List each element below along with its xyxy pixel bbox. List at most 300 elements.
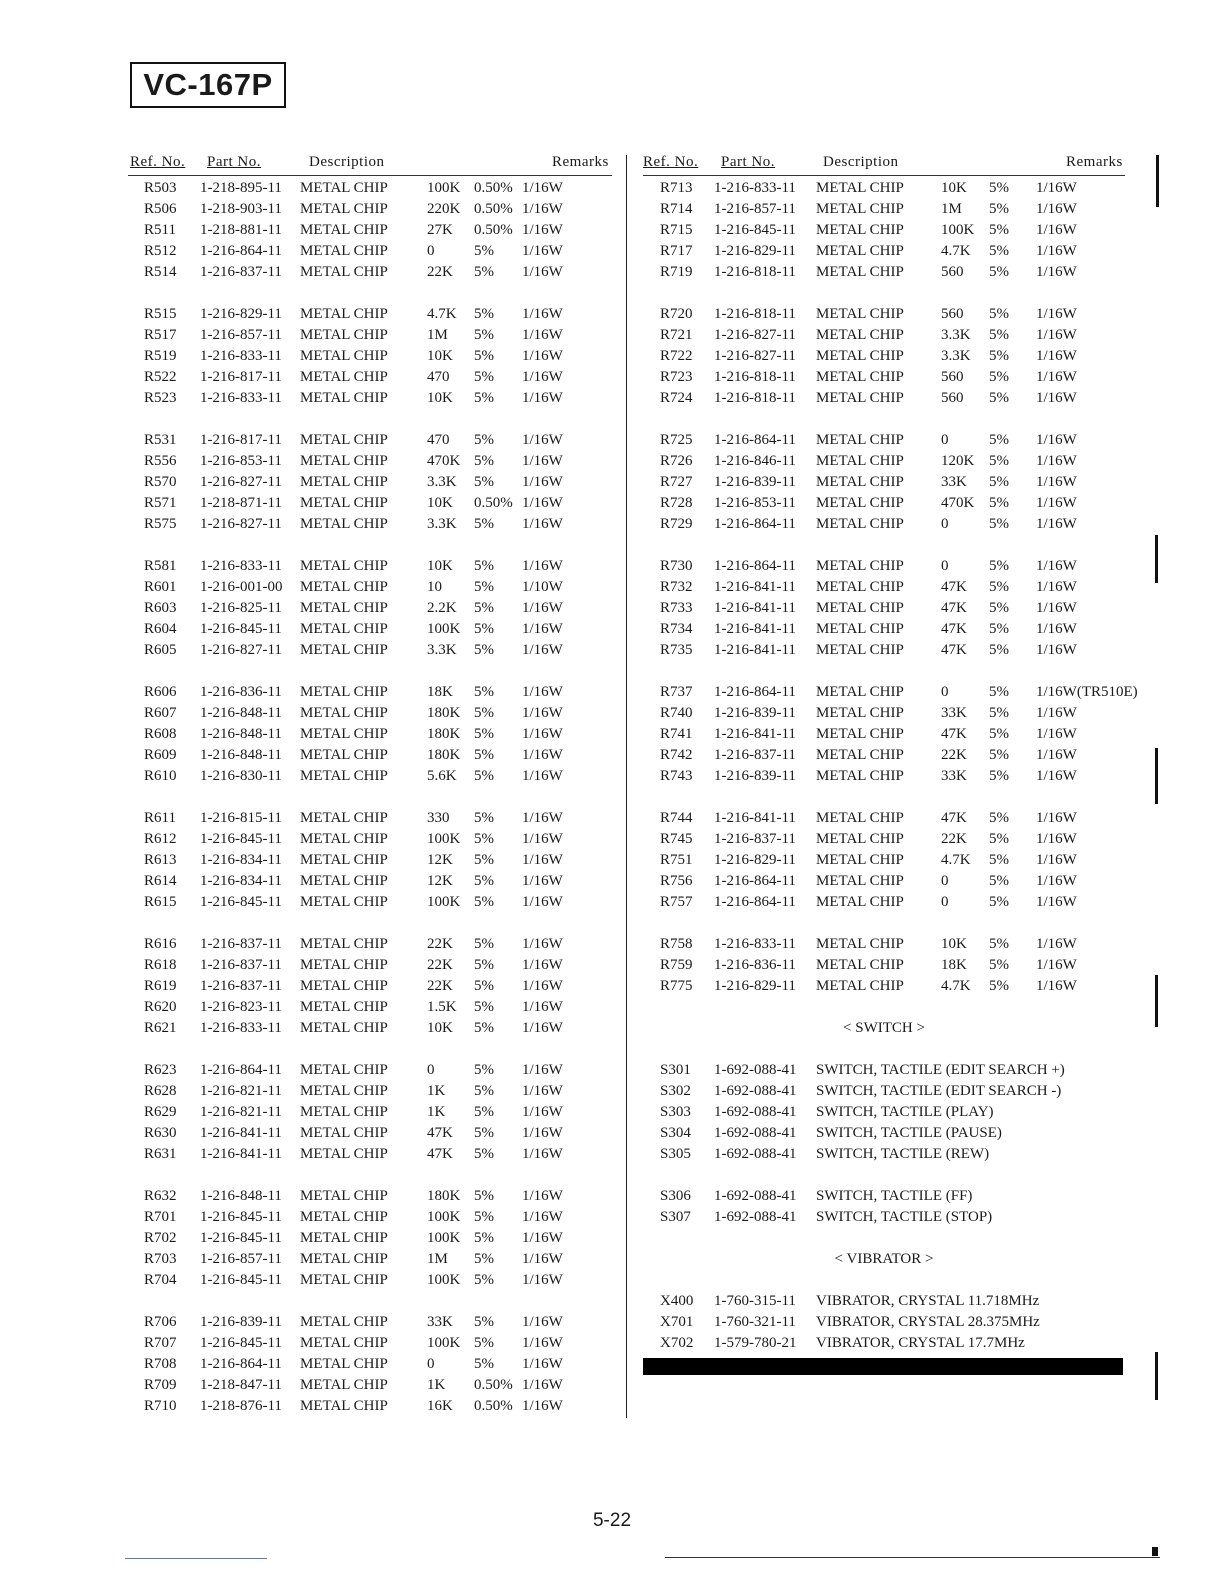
cell-val: 27K	[427, 222, 453, 238]
cell-ref: R726	[660, 453, 693, 469]
cell-ref: R737	[660, 684, 693, 700]
cell-ref: S306	[660, 1188, 691, 1204]
table-row	[128, 1081, 612, 1102]
cell-desc: METAL CHIP	[816, 474, 904, 490]
cell-desc: METAL CHIP	[300, 747, 388, 763]
cell-rem: 1/16W	[1036, 579, 1077, 595]
cell-part: 1-216-001-00	[200, 579, 283, 595]
cell-val: 47K	[427, 1125, 453, 1141]
cell-val: 10K	[427, 348, 453, 364]
cell-desc: METAL CHIP	[816, 726, 904, 742]
cell-tol: 5%	[474, 516, 494, 532]
table-row	[128, 1228, 612, 1249]
cell-tol: 5%	[989, 705, 1009, 721]
cell-rem: 1/16W	[1036, 180, 1077, 196]
cell-ref: R741	[660, 726, 693, 742]
cell-tol: 5%	[989, 390, 1009, 406]
cell-ref: S307	[660, 1209, 691, 1225]
cell-ref: R704	[144, 1272, 177, 1288]
cell-tol: 5%	[989, 957, 1009, 973]
cell-ref: R714	[660, 201, 693, 217]
cell-ref: R522	[144, 369, 177, 385]
cell-val: 100K	[427, 1230, 461, 1246]
header-part-no: Part No.	[207, 154, 261, 170]
cell-tol: 5%	[989, 642, 1009, 658]
cell-ref: R734	[660, 621, 693, 637]
cell-ref: R757	[660, 894, 693, 910]
cell-part: 1-216-839-11	[714, 474, 796, 490]
cell-rem: 1/16W	[522, 1230, 563, 1246]
cell-tol: 5%	[474, 1251, 494, 1267]
cell-rem: 1/16W	[522, 558, 563, 574]
cell-val: 470	[427, 432, 450, 448]
cell-rem: 1/16W	[522, 390, 563, 406]
table-row	[643, 829, 1125, 850]
cell-val: 100K	[941, 222, 975, 238]
cell-part: 1-216-848-11	[200, 705, 282, 721]
cell-part: 1-216-818-11	[714, 390, 796, 406]
cell-ref: R722	[660, 348, 693, 364]
table-row	[643, 241, 1125, 262]
cell-part: 1-692-088-41	[714, 1125, 797, 1141]
group-spacer	[128, 1039, 612, 1060]
cell-rem: 1/16W	[522, 1146, 563, 1162]
cell-tol: 5%	[474, 747, 494, 763]
table-row	[643, 367, 1125, 388]
table-row	[128, 1354, 612, 1375]
table-row	[128, 829, 612, 850]
table-row	[128, 682, 612, 703]
table-row	[128, 178, 612, 199]
cell-rem: 1/16W	[1036, 432, 1077, 448]
cell-ref: R727	[660, 474, 693, 490]
cell-desc: METAL CHIP	[300, 621, 388, 637]
cell-rem: 1/16W	[1036, 369, 1077, 385]
cell-ref: R614	[144, 873, 177, 889]
table-row	[128, 997, 612, 1018]
cell-ref: R725	[660, 432, 693, 448]
cell-val: 47K	[427, 1146, 453, 1162]
cell-ref: R610	[144, 768, 177, 784]
cell-desc: METAL CHIP	[300, 516, 388, 532]
table-row	[643, 430, 1125, 451]
cell-part: 1-216-837-11	[200, 978, 282, 994]
cell-rem: 1/16W	[522, 1020, 563, 1036]
cell-rem: 1/16W	[522, 726, 563, 742]
table-row	[128, 955, 612, 976]
cell-ref: R503	[144, 180, 177, 196]
cell-rem: 1/16W	[522, 1188, 563, 1204]
cell-rem: 1/16W	[522, 1335, 563, 1351]
cell-ref: R605	[144, 642, 177, 658]
cell-ref: R571	[144, 495, 177, 511]
cell-tol: 5%	[989, 243, 1009, 259]
cell-tol: 5%	[474, 957, 494, 973]
cell-part: 1-216-845-11	[200, 1335, 282, 1351]
cell-val: 3.3K	[427, 642, 457, 658]
cell-rem: 1/16W	[522, 243, 563, 259]
cell-part: 1-216-864-11	[714, 558, 796, 574]
cell-desc: METAL CHIP	[300, 1188, 388, 1204]
cell-ref: R758	[660, 936, 693, 952]
cell-desc: METAL CHIP	[300, 306, 388, 322]
cell-part: 1-216-845-11	[200, 1230, 282, 1246]
cell-val: 470	[427, 369, 450, 385]
cell-val: 22K	[427, 978, 453, 994]
cell-rem: 1/16W	[1036, 243, 1077, 259]
cell-desc: METAL CHIP	[300, 222, 388, 238]
cell-part: 1-216-837-11	[200, 957, 282, 973]
cell-ref: R724	[660, 390, 693, 406]
cell-desc: METAL CHIP	[816, 957, 904, 973]
cell-desc: METAL CHIP	[300, 957, 388, 973]
cell-rem: 1/16W	[522, 306, 563, 322]
table-row	[643, 304, 1125, 325]
cell-tol: 5%	[989, 579, 1009, 595]
cell-rem: 1/16W	[522, 684, 563, 700]
cell-part: 1-216-833-11	[200, 390, 282, 406]
cell-val: 22K	[941, 831, 967, 847]
cell-tol: 0.50%	[474, 1398, 513, 1414]
cell-desc: METAL CHIP	[300, 558, 388, 574]
table-row	[643, 724, 1125, 745]
cell-val: 0	[941, 873, 949, 889]
cell-desc: METAL CHIP	[300, 1020, 388, 1036]
table-row	[128, 367, 612, 388]
cell-tol: 5%	[989, 621, 1009, 637]
table-row	[128, 493, 612, 514]
cell-rem: 1/16W	[1036, 558, 1077, 574]
cell-tol: 5%	[474, 474, 494, 490]
cell-desc: METAL CHIP	[816, 327, 904, 343]
group-spacer	[128, 661, 612, 682]
table-row	[128, 1018, 612, 1039]
cell-val: 1K	[427, 1104, 446, 1120]
table-row	[128, 1102, 612, 1123]
cell-desc: SWITCH, TACTILE (FF)	[816, 1188, 973, 1204]
cell-part: 1-216-839-11	[200, 1314, 282, 1330]
cell-part: 1-760-315-11	[714, 1293, 796, 1309]
cell-rem: 1/16W	[522, 1209, 563, 1225]
group-spacer	[643, 661, 1125, 682]
cell-desc: METAL CHIP	[816, 432, 904, 448]
cell-desc: METAL CHIP	[300, 180, 388, 196]
cell-val: 10	[427, 579, 442, 595]
cell-part: 1-692-088-41	[714, 1146, 797, 1162]
cell-desc: METAL CHIP	[816, 558, 904, 574]
cell-tol: 5%	[474, 999, 494, 1015]
model-title: VC-167P	[130, 62, 286, 108]
cell-desc: METAL CHIP	[300, 348, 388, 364]
scan-edge-mark	[1155, 748, 1158, 804]
cell-desc: METAL CHIP	[816, 348, 904, 364]
cell-rem: 1/16W	[522, 747, 563, 763]
table-row	[643, 682, 1138, 703]
cell-rem: 1/16W	[522, 327, 563, 343]
cell-ref: R514	[144, 264, 177, 280]
cell-part: 1-216-841-11	[714, 810, 796, 826]
cell-ref: S305	[660, 1146, 691, 1162]
cell-tol: 5%	[474, 1209, 494, 1225]
table-row	[643, 766, 1125, 787]
cell-rem: 1/16W	[522, 1125, 563, 1141]
cell-desc: METAL CHIP	[816, 390, 904, 406]
cell-part: 1-216-818-11	[714, 369, 796, 385]
cell-part: 1-216-845-11	[200, 1272, 282, 1288]
cell-rem: 1/16W	[522, 1272, 563, 1288]
cell-rem: 1/16W	[1036, 957, 1077, 973]
table-row	[643, 493, 1125, 514]
table-row	[643, 1291, 1125, 1312]
table-row	[643, 1144, 1125, 1165]
cell-tol: 5%	[474, 810, 494, 826]
group-spacer	[643, 535, 1125, 556]
group-spacer	[643, 1228, 1125, 1249]
cell-desc: METAL CHIP	[300, 1335, 388, 1351]
cell-rem: 1/16W	[1036, 495, 1077, 511]
cell-val: 10K	[941, 180, 967, 196]
cell-part: 1-216-839-11	[714, 705, 796, 721]
cell-tol: 5%	[989, 747, 1009, 763]
cell-ref: R623	[144, 1062, 177, 1078]
table-row	[128, 640, 612, 661]
cell-ref: R616	[144, 936, 177, 952]
cell-tol: 5%	[474, 873, 494, 889]
cell-val: 470K	[427, 453, 461, 469]
cell-rem: 1/16W	[522, 705, 563, 721]
cell-val: 470K	[941, 495, 975, 511]
cell-ref: R629	[144, 1104, 177, 1120]
cell-desc: METAL CHIP	[816, 768, 904, 784]
column-header	[128, 152, 612, 178]
cell-part: 1-216-825-11	[200, 600, 282, 616]
cell-tol: 5%	[474, 621, 494, 637]
cell-part: 1-216-846-11	[714, 453, 796, 469]
cell-part: 1-216-833-11	[714, 936, 796, 952]
cell-ref: R606	[144, 684, 177, 700]
cell-tol: 5%	[989, 516, 1009, 532]
cell-part: 1-216-841-11	[714, 579, 796, 595]
cell-ref: R702	[144, 1230, 177, 1246]
cell-part: 1-216-815-11	[200, 810, 282, 826]
cell-rem: 1/16W	[522, 474, 563, 490]
cell-val: 47K	[941, 600, 967, 616]
cell-val: 100K	[427, 1272, 461, 1288]
group-spacer	[128, 787, 612, 808]
cell-part: 1-216-841-11	[200, 1146, 282, 1162]
cell-ref: S302	[660, 1083, 691, 1099]
cell-rem: 1/16W	[522, 222, 563, 238]
group-spacer	[643, 787, 1125, 808]
cell-rem: 1/16W	[522, 1104, 563, 1120]
cell-part: 1-216-864-11	[714, 684, 796, 700]
cell-tol: 5%	[989, 873, 1009, 889]
table-row	[643, 472, 1125, 493]
cell-ref: R723	[660, 369, 693, 385]
cell-desc: METAL CHIP	[300, 705, 388, 721]
group-spacer	[643, 283, 1125, 304]
section-heading: < SWITCH >	[843, 1020, 925, 1036]
cell-val: 47K	[941, 810, 967, 826]
cell-ref: R756	[660, 873, 693, 889]
cell-val: 47K	[941, 621, 967, 637]
cell-tol: 5%	[989, 831, 1009, 847]
cell-desc: METAL CHIP	[816, 684, 904, 700]
cell-part: 1-216-817-11	[200, 369, 282, 385]
cell-desc: METAL CHIP	[300, 600, 388, 616]
cell-desc: METAL CHIP	[300, 369, 388, 385]
cell-val: 120K	[941, 453, 975, 469]
cell-desc: METAL CHIP	[300, 1062, 388, 1078]
cell-val: 33K	[941, 474, 967, 490]
cell-ref: R604	[144, 621, 177, 637]
cell-desc: METAL CHIP	[300, 579, 388, 595]
cell-desc: METAL CHIP	[300, 831, 388, 847]
cell-part: 1-216-827-11	[714, 327, 796, 343]
cell-tol: 5%	[474, 306, 494, 322]
cell-rem: 1/16W	[1036, 390, 1077, 406]
cell-ref: R732	[660, 579, 693, 595]
cell-tol: 5%	[474, 1356, 494, 1372]
cell-val: 1M	[427, 1251, 448, 1267]
group-spacer	[643, 913, 1125, 934]
cell-rem: 1/16W	[522, 600, 563, 616]
cell-desc: METAL CHIP	[300, 936, 388, 952]
cell-part: 1-216-818-11	[714, 264, 796, 280]
cell-rem: 1/16W	[522, 1314, 563, 1330]
cell-rem: 1/16W	[1036, 306, 1077, 322]
cell-rem: 1/16W	[522, 831, 563, 847]
cell-val: 10K	[427, 1020, 453, 1036]
cell-part: 1-216-837-11	[200, 264, 282, 280]
cell-ref: R612	[144, 831, 177, 847]
cell-ref: R745	[660, 831, 693, 847]
cell-ref: R706	[144, 1314, 177, 1330]
header-ref-no: Ref. No.	[130, 154, 186, 170]
cell-val: 4.7K	[941, 852, 971, 868]
cell-ref: R613	[144, 852, 177, 868]
table-row	[128, 514, 612, 535]
cell-desc: METAL CHIP	[300, 894, 388, 910]
cell-tol: 5%	[474, 1062, 494, 1078]
header-ref-no: Ref. No.	[643, 154, 699, 170]
cell-ref: R740	[660, 705, 693, 721]
cell-rem: 1/16W	[522, 432, 563, 448]
cell-rem: 1/16W	[1036, 516, 1077, 532]
table-row	[643, 178, 1125, 199]
cell-tol: 5%	[989, 306, 1009, 322]
cell-val: 10K	[427, 495, 453, 511]
cell-rem: 1/16W	[1036, 726, 1077, 742]
cell-val: 100K	[427, 1335, 461, 1351]
section-heading: < VIBRATOR >	[834, 1251, 934, 1267]
cell-tol: 5%	[474, 726, 494, 742]
cell-tol: 5%	[474, 831, 494, 847]
cell-tol: 5%	[989, 264, 1009, 280]
table-row	[643, 619, 1125, 640]
cell-val: 1M	[427, 327, 448, 343]
cell-tol: 5%	[474, 348, 494, 364]
cell-ref: R728	[660, 495, 693, 511]
cell-part: 1-218-847-11	[200, 1377, 282, 1393]
cell-val: 0	[941, 894, 949, 910]
cell-part: 1-216-857-11	[200, 327, 282, 343]
table-row	[128, 892, 612, 913]
cell-rem: 1/16W(TR510E)	[1036, 684, 1138, 700]
cell-desc: METAL CHIP	[300, 453, 388, 469]
cell-val: 3.3K	[427, 516, 457, 532]
cell-part: 1-216-823-11	[200, 999, 282, 1015]
cell-ref: R517	[144, 327, 177, 343]
cell-val: 0	[427, 243, 435, 259]
cell-tol: 5%	[474, 684, 494, 700]
cell-desc: METAL CHIP	[300, 495, 388, 511]
table-row	[643, 1081, 1125, 1102]
table-row	[643, 703, 1125, 724]
cell-val: 4.7K	[427, 306, 457, 322]
cell-tol: 5%	[474, 936, 494, 952]
cell-tol: 5%	[474, 1104, 494, 1120]
cell-ref: R701	[144, 1209, 177, 1225]
cell-val: 0	[941, 432, 949, 448]
cell-part: 1-216-827-11	[200, 474, 282, 490]
cell-ref: R759	[660, 957, 693, 973]
cell-ref: R708	[144, 1356, 177, 1372]
cell-val: 0	[941, 684, 949, 700]
cell-part: 1-216-848-11	[200, 726, 282, 742]
cell-part: 1-216-841-11	[714, 600, 796, 616]
cell-desc: METAL CHIP	[816, 852, 904, 868]
table-row	[128, 871, 612, 892]
cell-part: 1-216-827-11	[200, 516, 282, 532]
cell-desc: METAL CHIP	[300, 726, 388, 742]
cell-val: 220K	[427, 201, 461, 217]
cell-desc: METAL CHIP	[300, 1104, 388, 1120]
cell-rem: 1/16W	[522, 768, 563, 784]
table-row	[128, 850, 612, 871]
cell-rem: 1/16W	[522, 936, 563, 952]
table-row	[128, 766, 612, 787]
cell-part: 1-692-088-41	[714, 1062, 797, 1078]
cell-ref: R575	[144, 516, 177, 532]
table-row	[643, 934, 1125, 955]
cell-desc: METAL CHIP	[300, 327, 388, 343]
table-row	[643, 514, 1125, 535]
cell-rem: 1/16W	[522, 348, 563, 364]
cell-tol: 5%	[474, 768, 494, 784]
cell-ref: X702	[660, 1335, 694, 1351]
cell-val: 560	[941, 369, 964, 385]
cell-rem: 1/16W	[1036, 453, 1077, 469]
parts-column-right	[643, 152, 1138, 1354]
cell-ref: R628	[144, 1083, 177, 1099]
cell-ref: R609	[144, 747, 177, 763]
header-description: Description	[309, 154, 385, 170]
cell-rem: 1/16W	[1036, 327, 1077, 343]
cell-desc: METAL CHIP	[300, 1398, 388, 1414]
table-row	[128, 598, 612, 619]
table-row	[128, 1144, 612, 1165]
cell-tol: 5%	[474, 894, 494, 910]
table-row	[643, 220, 1125, 241]
scan-edge-mark	[1155, 1352, 1158, 1400]
cell-part: 1-216-845-11	[200, 1209, 282, 1225]
cell-part: 1-216-821-11	[200, 1104, 282, 1120]
table-row	[643, 871, 1125, 892]
cell-part: 1-216-833-11	[200, 348, 282, 364]
cell-rem: 1/16W	[522, 516, 563, 532]
table-row	[128, 199, 612, 220]
